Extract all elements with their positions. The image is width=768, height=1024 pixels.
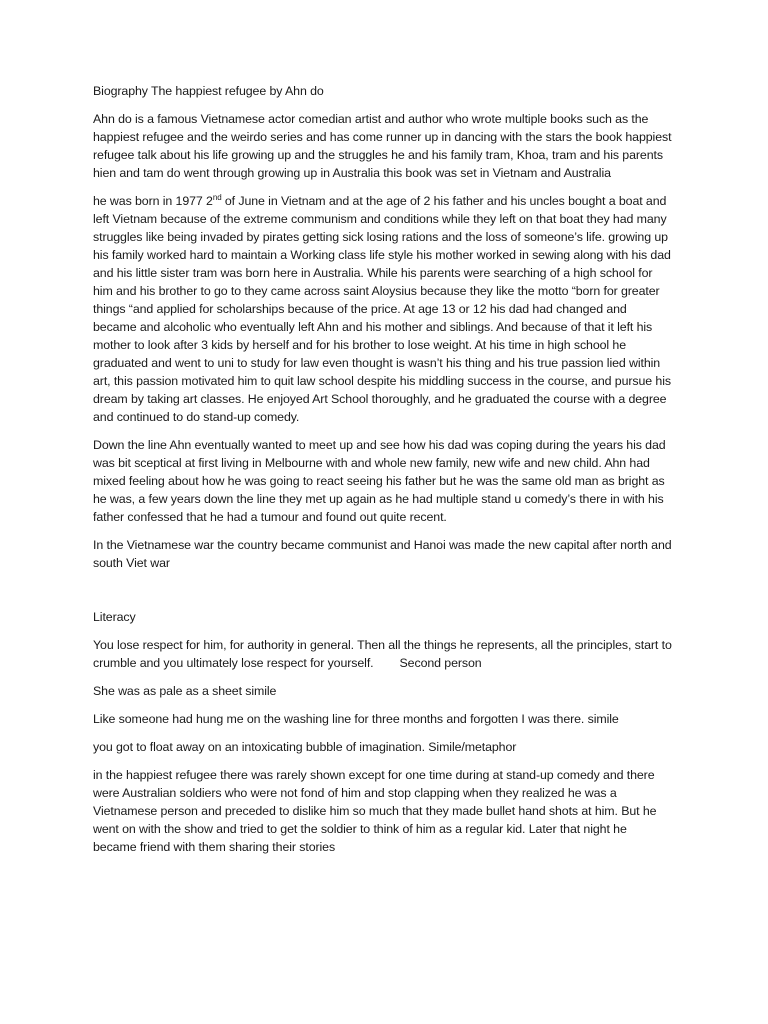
closing-paragraph: in the happiest refugee there was rarely shown except for one time during at stand-up comedy and there were Australian soldiers who were not fond of him and stop clapping when they realized he was a Vietnamese person and preceded to dislike him so much that they made bullet hand shots at him. But he went on with the show and tried to get the soldier to think of him as a regular kid. Later that night he became friend with them sharing their stories	[93, 768, 657, 854]
war-paragraph: In the Vietnamese war the country became communist and Hanoi was made the new capital after north and south Viet war	[93, 538, 672, 570]
father-paragraph: Down the line Ahn eventually wanted to meet up and see how his dad was coping during the years his dad was bit sceptical at first living in Melbourne with and whole new family, new wife and new child. Ahn had mixed feeling about how he was going to react seeing his father but he was the same old man as bright as he was, a few years down the line they met up again as he had multiple stand u comedy’s there in with his father confessed that he had a tumour and found out quite recent.	[93, 438, 666, 524]
quote-text: You lose respect for him, for authority in general. Then all the things he represents, all the principles, start to crumble and you ultimately lose respect for yourself.	[93, 638, 672, 670]
quote-second-person	[93, 636, 673, 672]
ordinal-superscript: nd	[212, 192, 222, 202]
quote-simile-pale: She was as pale as a sheet simile	[93, 684, 277, 698]
literacy-heading: Literacy	[93, 610, 136, 624]
quote-metaphor-bubble: you got to float away on an intoxicating bubble of imagination. Simile/metaphor	[93, 740, 517, 754]
quote-simile-washing-line: Like someone had hung me on the washing line for three months and forgotten I was there. simile	[93, 712, 619, 726]
section-spacer	[93, 582, 673, 608]
birth-paragraph	[93, 192, 673, 426]
birth-text-start: he was born in 1977 2	[93, 194, 213, 208]
intro-paragraph: Ahn do is a famous Vietnamese actor comedian artist and author who wrote multiple books such as the happiest refugee and the weirdo series and has come runner up in dancing with the stars the book happiest refugee talk about his life growing up and the struggles he and his family tram, Khoa, tram and his parents hien and tam do went through growing up in Australia this book was set in Vietnam and Australia	[93, 112, 672, 180]
birth-text-rest: of June in Vietnam and at the age of 2 his father and his uncles bought a boat and left Vietnam because of the extreme communism and conditions while they left on that boat they had many struggles like being invaded by pirates getting sick losing rations and the loss of someone’s life. growing up his family worked hard to maintain a Working class life style his mother worked in sewing along with his dad and his little sister tram was born here in Australia. While his parents were searching of a high school for him and his brother to go to they came across saint Aloysius because they like the motto “born for greater things “and applied for scholarships because of the price. At age 13 or 12 his dad had changed and became and alcoholic who eventually left Ahn and his mother and siblings. And because of that it left his mother to look after 3 kids by herself and for his brother to lose weight. At his time in high school he graduated and went to uni to study for law even thought is wasn’t his thing and his true passion lied within art, this passion motivated him to quit law school despite his middling success in the course, and pursue his dream by taking art classes. He enjoyed Art School thoroughly, and he graduated the course with a degree and continued to do stand-up comedy.	[93, 194, 671, 424]
document-title: Biography The happiest refugee by Ahn do	[93, 84, 324, 98]
quote-tag: Second person	[399, 656, 482, 670]
document-body	[93, 82, 673, 866]
